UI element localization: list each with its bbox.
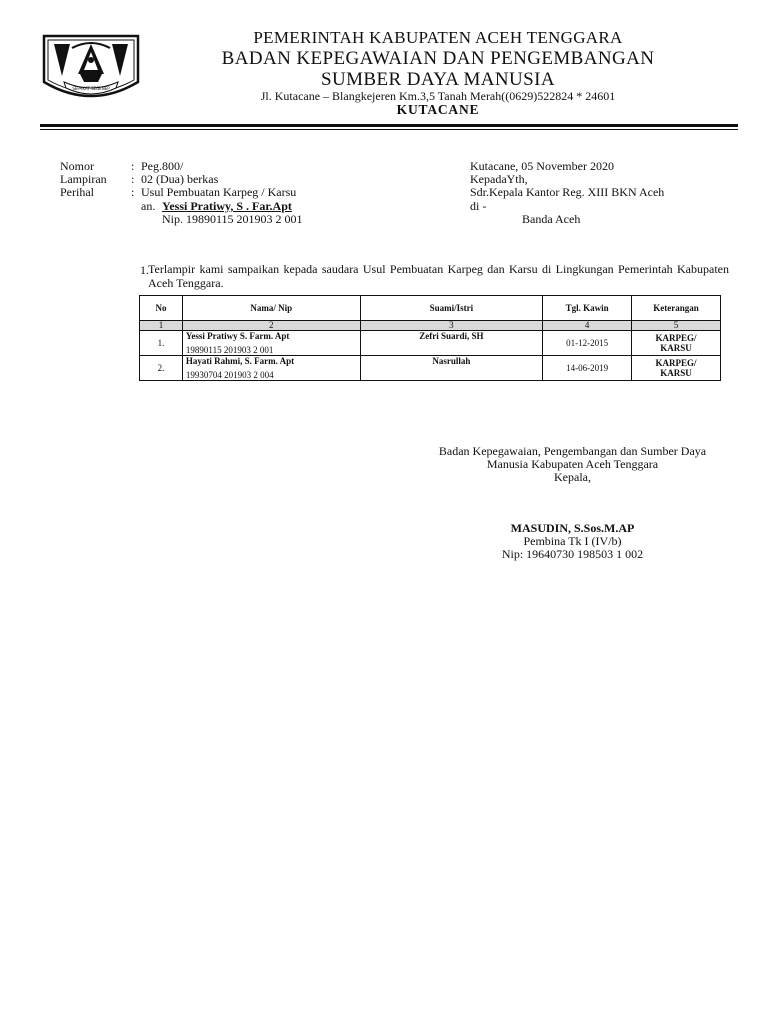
an-name: Yessi Pratiwy, S . Far.Apt xyxy=(162,199,292,213)
row-nama: Yessi Pratiwy S. Farm. Apt xyxy=(185,331,290,341)
nomor-label: Nomor xyxy=(60,159,94,173)
signatory-name: MASUDIN, S.Sos.M.AP xyxy=(510,521,635,535)
row-pasangan: Zefri Suardi, SH xyxy=(360,331,543,356)
signatory-rank: Pembina Tk I (IV/b) xyxy=(523,534,622,548)
row-nama-nip xyxy=(182,331,360,356)
an-nip: Nip. 19890115 201903 2 001 xyxy=(162,212,303,226)
col-number: 5 xyxy=(632,321,721,331)
letterhead-city: KUTACANE xyxy=(396,102,480,117)
header-tgl-kawin: Tgl. Kawin xyxy=(543,296,632,321)
row-keterangan xyxy=(632,331,721,356)
col-number: 1 xyxy=(140,321,183,331)
logo-motto: SEPAKAT SEGENEP xyxy=(72,86,110,91)
row-ket-line2: KARSU xyxy=(660,343,692,353)
row-nama: Hayati Rahmi, S. Farm. Apt xyxy=(185,356,295,366)
row-nip: 19930704 201903 2 004 xyxy=(185,370,274,380)
letterhead-address: Jl. Kutacane – Blangkejeren Km.3,5 Tanah Merah((0629)522824 * 24601 xyxy=(260,89,616,103)
row-tgl-kawin: 14-06-2019 xyxy=(543,356,632,381)
row-ket-line1: KARPEG/ xyxy=(655,358,697,368)
recipient-di: di - xyxy=(470,199,487,213)
paragraph-text: Terlampir kami sampaikan kepada saudara Usul Pembuatan Karpeg dan Karsu di Lingkungan Pemerintah Kabupaten Aceh Tenggara. xyxy=(148,262,729,290)
row-no: 2. xyxy=(140,356,183,381)
row-nama-nip xyxy=(182,356,360,381)
an-prefix: an. xyxy=(141,199,156,213)
lampiran-colon: : xyxy=(131,172,135,186)
row-tgl-kawin: 01-12-2015 xyxy=(543,331,632,356)
nomor-colon: : xyxy=(131,159,135,173)
perihal-colon: : xyxy=(131,185,135,199)
paragraph-number: 1. xyxy=(140,263,149,277)
signature-agency-line1: Badan Kepegawaian, Pengembangan dan Sumber Daya xyxy=(438,444,707,458)
letter-date: Kutacane, 05 November 2020 xyxy=(470,159,614,173)
table-column-number-row xyxy=(140,321,721,331)
regency-emblem-logo xyxy=(40,30,142,105)
col-number: 2 xyxy=(182,321,360,331)
table-header-row xyxy=(140,296,721,321)
nomor-value: Peg.800/ xyxy=(141,159,184,173)
row-ket-line1: KARPEG/ xyxy=(655,333,697,343)
recipient-greeting: KepadaYth, xyxy=(470,172,528,186)
row-keterangan xyxy=(632,356,721,381)
applicant-table xyxy=(139,295,721,381)
signature-title: Kepala, xyxy=(554,470,591,484)
header-suami-istri: Suami/Istri xyxy=(360,296,543,321)
col-number: 3 xyxy=(360,321,543,331)
letterhead-government: PEMERINTAH KABUPATEN ACEH TENGGARA xyxy=(253,28,623,47)
header-divider-thin xyxy=(40,129,738,130)
row-pasangan: Nasrullah xyxy=(360,356,543,381)
perihal-label: Perihal xyxy=(60,185,94,199)
header-nama-nip: Nama/ Nip xyxy=(182,296,360,321)
header-keterangan: Keterangan xyxy=(632,296,721,321)
header-no: No xyxy=(140,296,183,321)
signature-agency-line2: Manusia Kabupaten Aceh Tenggara xyxy=(486,457,659,471)
lampiran-label: Lampiran xyxy=(60,172,107,186)
header-divider-thick xyxy=(40,124,738,127)
table-row xyxy=(140,356,721,381)
row-nip: 19890115 201903 2 001 xyxy=(185,345,274,355)
lampiran-value: 02 (Dua) berkas xyxy=(141,172,219,186)
row-no: 1. xyxy=(140,331,183,356)
signatory-nip: Nip: 19640730 198503 1 002 xyxy=(501,547,644,561)
recipient-name: Sdr.Kepala Kantor Reg. XIII BKN Aceh xyxy=(470,185,665,199)
letterhead-agency-line1: BADAN KEPEGAWAIAN DAN PENGEMBANGAN xyxy=(221,48,655,69)
row-ket-line2: KARSU xyxy=(660,368,692,378)
recipient-place: Banda Aceh xyxy=(522,212,581,226)
table-row xyxy=(140,331,721,356)
perihal-value: Usul Pembuatan Karpeg / Karsu xyxy=(141,185,297,199)
col-number: 4 xyxy=(543,321,632,331)
letterhead-agency-line2: SUMBER DAYA MANUSIA xyxy=(321,69,555,90)
